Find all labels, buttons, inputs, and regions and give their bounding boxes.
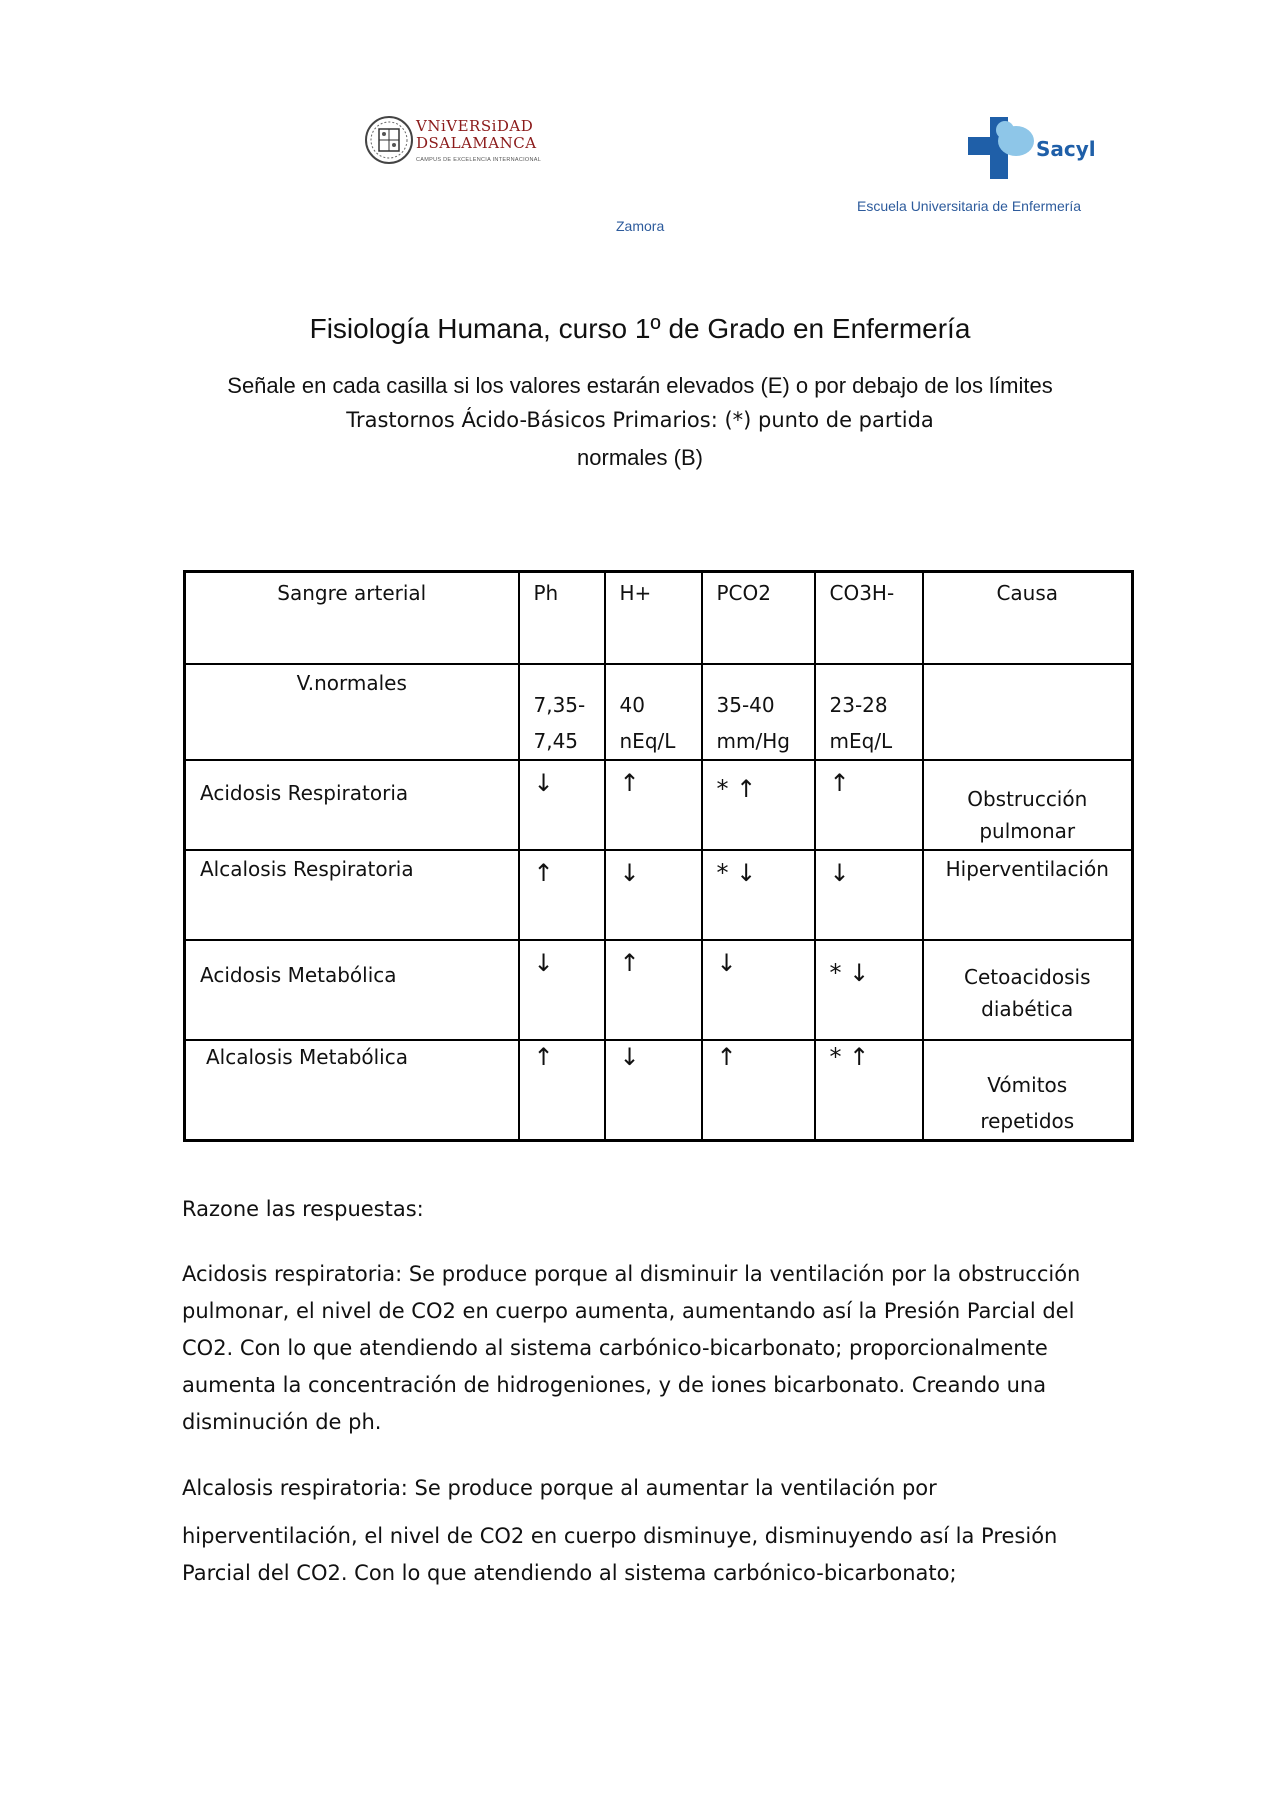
normals-pco2-line1: 35-40 [716, 692, 775, 717]
causa-line2: diabética [981, 996, 1074, 1021]
row-ph: ↑ [519, 850, 605, 940]
usal-logo-line1: VNiVERSiDAD [416, 117, 534, 135]
row-name: Acidosis Metabólica [185, 940, 519, 1040]
paragraph-acidosis-respiratoria: Acidosis respiratoria: Se produce porque al disminuir la ventilación por la obstrucción pulmonar, el nivel de CO2 en cuerpo aumenta, aumentando así la Presión Parcial del CO2. Con lo que atendiendo al sistema carbónico-bicarbonato; proporcionalmente aumenta la concentración de hidrogeniones, y de iones bicarbonato. Creando una disminución de ph. [182, 1262, 1081, 1434]
instruction-line-2: Trastornos Ácido-Básicos Primarios: (*) punto de partida [346, 408, 934, 432]
row-co3h: * ↓ [815, 940, 923, 1040]
header-co3h: CO3H- [815, 572, 923, 664]
row-name: Acidosis Respiratoria [185, 760, 519, 850]
header-causa: Causa [923, 572, 1133, 664]
row-pco2: ↑ [702, 1040, 815, 1141]
row-causa [923, 1040, 1133, 1141]
acid-base-table [183, 570, 1134, 1142]
row-ph: ↓ [519, 940, 605, 1040]
header-h: H+ [605, 572, 702, 664]
row-co3h: ↓ [815, 850, 923, 940]
causa-line2: pulmonar [979, 818, 1076, 843]
row-co3h: * ↑ [815, 1040, 923, 1141]
table-row [185, 850, 1133, 940]
row-name: Alcalosis Respiratoria [185, 850, 519, 940]
normals-pco2-line2: mm/Hg [716, 728, 790, 753]
table-row [185, 1040, 1133, 1141]
usal-logo-line2: DSALAMANCA [416, 134, 537, 152]
razone-heading: Razone las respuestas: [182, 1197, 424, 1221]
row-co3h: ↑ [815, 760, 923, 850]
causa-line1: Vómitos [987, 1072, 1068, 1097]
normals-co3h-line1: 23-28 [829, 692, 888, 717]
normals-h-line1: 40 [619, 692, 645, 717]
causa-line1: Cetoacidosis [964, 964, 1091, 989]
normals-h-line2: nEq/L [619, 728, 676, 753]
causa-line2: repetidos [980, 1108, 1075, 1133]
row-name: Alcalosis Metabólica [185, 1040, 519, 1141]
normals-ph [519, 664, 605, 760]
table-row [185, 940, 1133, 1040]
normals-ph-line2: 7,45 [533, 728, 579, 753]
row-pco2: * ↑ [702, 760, 815, 850]
header-sangre-arterial: Sangre arterial [185, 572, 519, 664]
table-row [185, 760, 1133, 850]
normals-co3h-line2: mEq/L [829, 728, 893, 753]
normals-co3h [815, 664, 923, 760]
normals-h [605, 664, 702, 760]
row-h: ↑ [605, 940, 702, 1040]
row-h: ↓ [605, 850, 702, 940]
row-causa: Hiperventilación [923, 850, 1133, 940]
instruction-line-1: Señale en cada casilla si los valores estarán elevados (E) o por debajo de los límites [227, 373, 1053, 398]
row-ph: ↓ [519, 760, 605, 850]
paragraph-alcalosis-respiratoria: hiperventilación, el nivel de CO2 en cuerpo disminuye, disminuyendo así la Presión Parcial del CO2. Con lo que atendiendo al sistema carbónico-bicarbonato; [182, 1524, 1058, 1585]
row-h: ↑ [605, 760, 702, 850]
university-seal-icon [364, 115, 414, 165]
school-city: Zamora [616, 218, 665, 234]
universidad-salamanca-logo [364, 115, 542, 171]
table-header-row [185, 572, 1133, 664]
usal-logo-line3: CAMPUS DE EXCELENCIA INTERNACIONAL [416, 157, 542, 163]
header-ph: Ph [519, 572, 605, 664]
sacyl-wordmark: Sacyl [1036, 137, 1096, 161]
row-pco2: * ↓ [702, 850, 815, 940]
page-title: Fisiología Humana, curso 1º de Grado en Enfermería [309, 313, 971, 344]
normals-causa [923, 664, 1133, 760]
row-causa [923, 760, 1133, 850]
instruction-line-3: normales (B) [577, 445, 703, 470]
school-name: Escuela Universitaria de Enfermería [857, 198, 1082, 214]
paragraph-alcalosis-respiratoria-line1: Alcalosis respiratoria: Se produce porque al aumentar la ventilación por [182, 1476, 937, 1500]
header-pco2: PCO2 [702, 572, 815, 664]
causa-line1: Obstrucción [967, 786, 1088, 811]
normals-ph-line1: 7,35- [533, 692, 586, 717]
table-row-normals [185, 664, 1133, 760]
row-ph: ↑ [519, 1040, 605, 1141]
row-pco2: ↓ [702, 940, 815, 1040]
sacyl-cross-icon [968, 117, 1034, 183]
row-causa [923, 940, 1133, 1040]
normals-pco2 [702, 664, 815, 760]
row-h: ↓ [605, 1040, 702, 1141]
sacyl-logo [968, 117, 1098, 183]
normals-label: V.normales [185, 664, 519, 760]
